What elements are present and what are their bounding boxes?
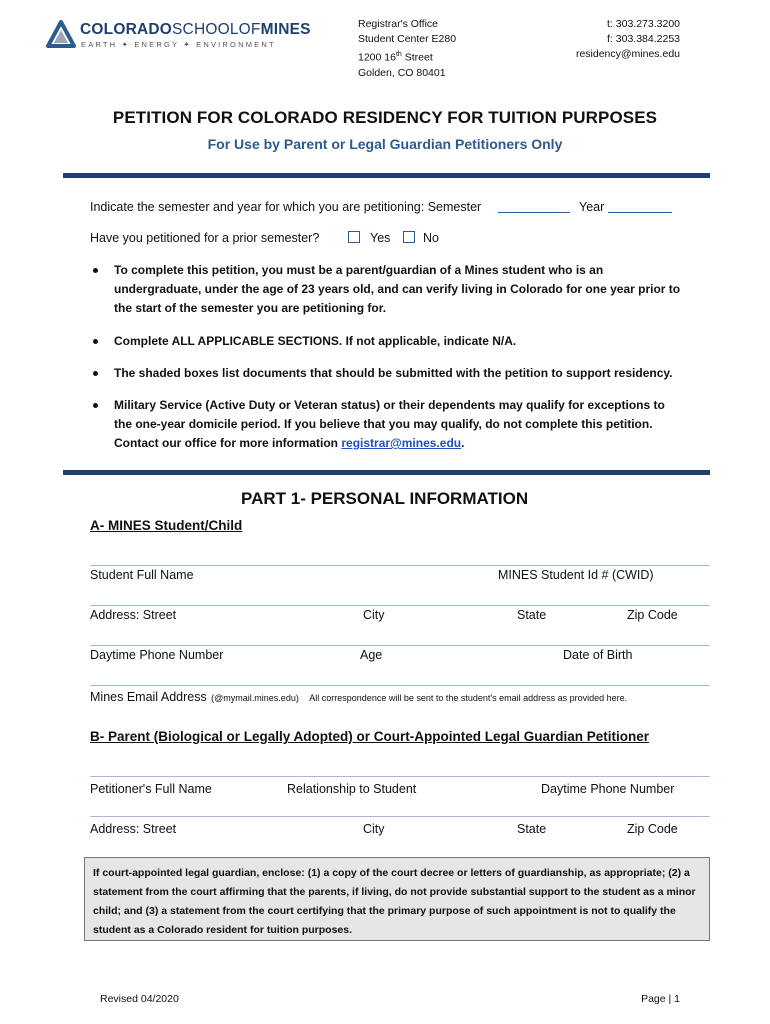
logo	[46, 19, 311, 53]
petitioner-name-line[interactable]	[90, 776, 710, 777]
registrar-address	[358, 17, 456, 81]
section-divider	[63, 470, 710, 475]
student-full-name-label: Student Full Name	[90, 568, 194, 582]
instruction-military	[114, 396, 684, 453]
prior-petition-prompt: Have you petitioned for a prior semester?	[90, 231, 320, 245]
section-a-heading: A- MINES Student/Child	[90, 518, 243, 533]
student-email-line[interactable]	[90, 685, 710, 686]
email-row	[90, 688, 627, 706]
email-hint: (@mymail.mines.edu)	[211, 693, 299, 703]
bullet-icon	[93, 403, 98, 408]
dob-label: Date of Birth	[563, 648, 633, 662]
logo-tagline: EARTH ✦ ENERGY ✦ ENVIRONMENT	[81, 40, 276, 49]
section-divider	[63, 173, 710, 178]
mines-triangle-logo-icon	[46, 20, 76, 50]
guardian-documents-box	[84, 857, 710, 941]
address-line: Student Center E280	[358, 33, 457, 45]
contact-email: residency@mines.edu	[575, 48, 680, 60]
student-phone-line[interactable]	[90, 645, 710, 646]
military-text: Military Service (Active Duty or Veteran status) or their dependents may qualify for exceptions to the one-year domicile period. If you believe that you may qualify, do not complete this petition. Contact our office for more information	[114, 398, 665, 450]
year-field[interactable]	[608, 212, 672, 213]
age-label: Age	[360, 648, 383, 662]
relationship-label: Relationship to Student	[287, 782, 417, 796]
bullet-icon	[93, 339, 98, 344]
student-address-line[interactable]	[90, 605, 710, 606]
city-label: City	[363, 608, 385, 622]
link-period: .	[461, 436, 465, 450]
phone-number: t: 303.273.3200	[607, 18, 680, 30]
instruction-eligibility: To complete this petition, you must be a parent/guardian of a Mines student who is an undergraduate, under the age of 23 years old, and can verify living in Colorado for one year prior to the start of the semester you are petitioning for.	[114, 263, 681, 315]
logo-word-mines: MINES	[260, 21, 311, 38]
state-label: State	[517, 822, 547, 836]
section-b-heading: B- Parent (Biological or Legally Adopted) or Court-Appointed Legal Guardian Petitioner	[90, 729, 650, 744]
logo-wordmark	[80, 21, 311, 39]
no-label: No	[423, 231, 439, 245]
street-label: Address: Street	[90, 822, 177, 836]
email-note: All correspondence will be sent to the student's email address as provided here.	[309, 693, 628, 703]
contact-info	[576, 17, 680, 62]
address-line: 1200 16th Street	[358, 51, 433, 64]
bullet-icon	[93, 371, 98, 376]
fax-number: f: 303.384.2253	[607, 33, 680, 45]
instruction-shaded-boxes: The shaded boxes list documents that should be submitted with the petition to support residency.	[114, 366, 673, 380]
petitioner-phone-label: Daytime Phone Number	[541, 782, 675, 796]
address-line: Registrar's Office	[358, 18, 439, 30]
state-label: State	[517, 608, 547, 622]
yes-label: Yes	[370, 231, 391, 245]
cwid-label: MINES Student Id # (CWID)	[498, 568, 654, 582]
no-checkbox[interactable]	[403, 231, 415, 243]
petitioner-address-line[interactable]	[90, 816, 710, 817]
page-number: Page | 1	[641, 993, 680, 1005]
zip-label: Zip Code	[627, 822, 678, 836]
address-line: Golden, CO 80401	[358, 66, 446, 79]
page-subtitle: For Use by Parent or Legal Guardian Petitioners Only	[207, 136, 563, 152]
phone-label: Daytime Phone Number	[90, 648, 224, 662]
logo-word-schoolof: SCHOOLOF	[172, 21, 261, 38]
semester-prompt: Indicate the semester and year for which you are petitioning: Semester	[90, 200, 482, 214]
city-label: City	[363, 822, 385, 836]
email-label: Mines Email Address	[90, 690, 207, 704]
year-label: Year	[579, 200, 605, 214]
student-name-line[interactable]	[90, 565, 710, 566]
petitioner-name-label: Petitioner's Full Name	[90, 782, 212, 796]
instruction-complete-sections: Complete ALL APPLICABLE SECTIONS. If not applicable, indicate N/A.	[114, 334, 517, 348]
street-label: Address: Street	[90, 608, 177, 622]
registrar-email-link[interactable]: registrar@mines.edu	[341, 436, 462, 450]
yes-checkbox[interactable]	[348, 231, 360, 243]
logo-word-colorado: COLORADO	[80, 21, 173, 38]
part1-title: PART 1- PERSONAL INFORMATION	[241, 489, 529, 508]
semester-field[interactable]	[498, 212, 570, 213]
zip-label: Zip Code	[627, 608, 678, 622]
bullet-icon	[93, 268, 98, 273]
page-title: PETITION FOR COLORADO RESIDENCY FOR TUITION PURPOSES	[112, 108, 658, 127]
revised-date: Revised 04/2020	[100, 993, 179, 1005]
guardian-documents-text: If court-appointed legal guardian, enclose: (1) a copy of the court decree or letters of guardianship, as appropriate; (2) a statement from the court affirming that the parents, if living, do not provide substantial support to the student as a minor child; and (3) a statement from the court certifying that the primary purpose of such appointment is not to qualify the student as a Colorado resident for tuition purposes.	[93, 867, 696, 936]
